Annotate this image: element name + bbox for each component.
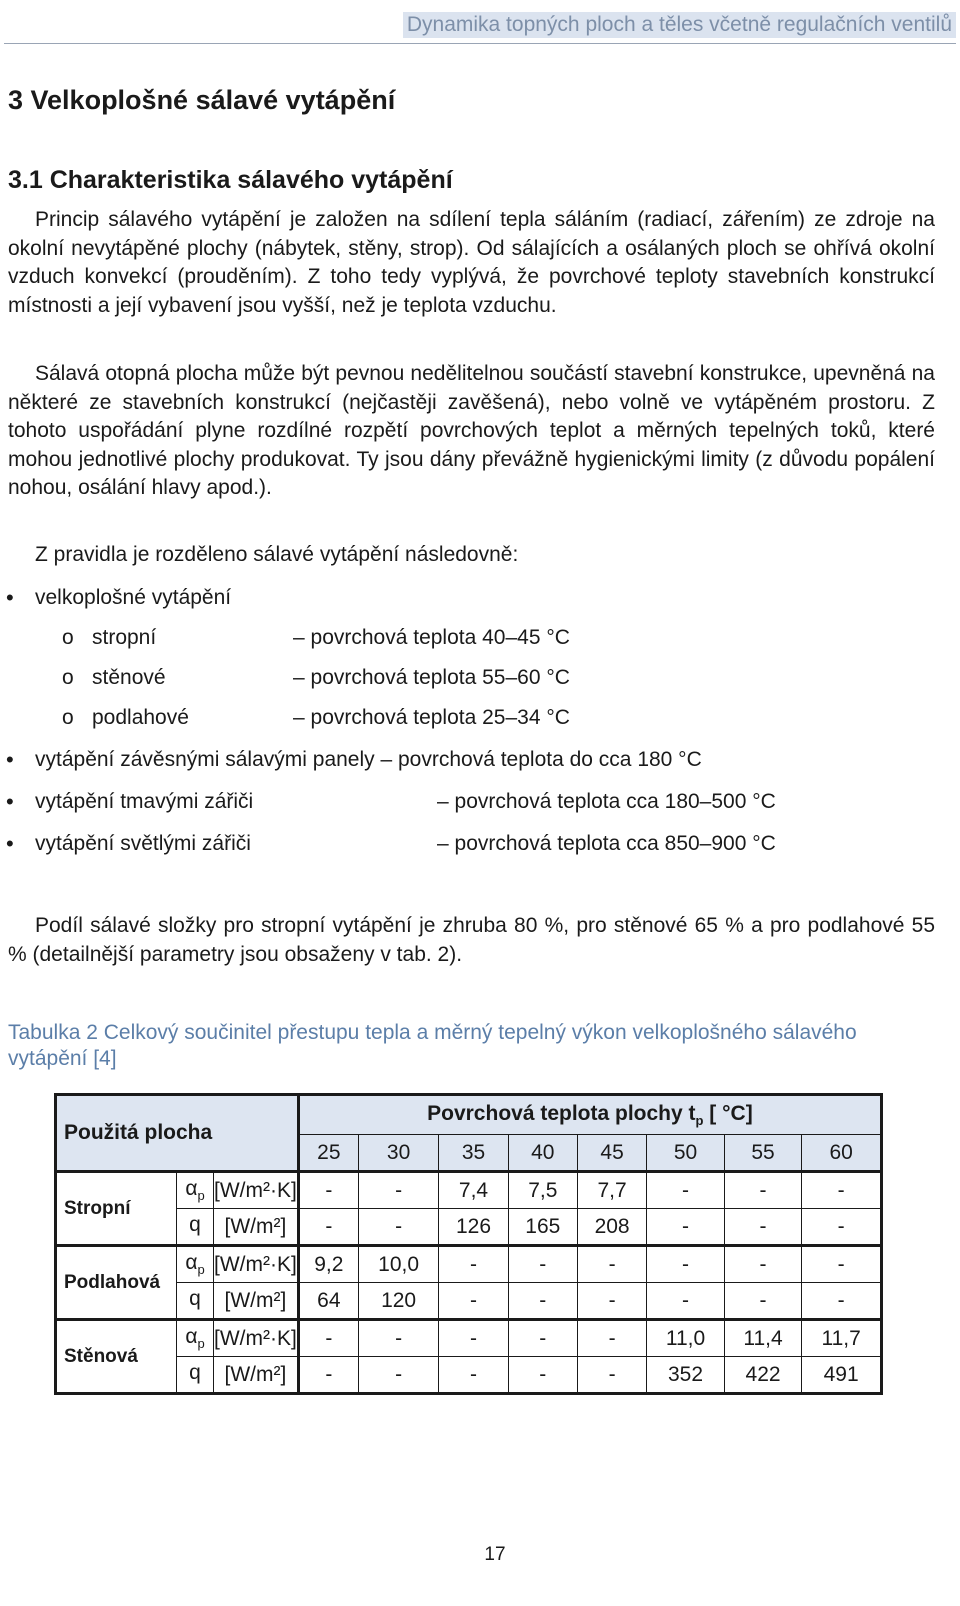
table-cell: -	[439, 1357, 508, 1394]
table-cell: -	[577, 1246, 646, 1283]
paragraph-classification: Z pravidla je rozděleno sálavé vytápění následovně:	[35, 543, 519, 566]
table-cell: -	[724, 1283, 802, 1320]
table-cell: -	[298, 1172, 358, 1209]
table-cell: -	[577, 1357, 646, 1394]
surface-type-label: Stropní	[56, 1172, 177, 1246]
table-caption: Tabulka 2 Celkový součinitel přestupu tepla a měrný tepelný výkon velkoplošného sálavého vytápění [4]	[8, 1021, 857, 1070]
table-cell: -	[802, 1209, 882, 1246]
table-cell: -	[802, 1246, 882, 1283]
table-body	[56, 1172, 882, 1394]
table-cell: -	[577, 1320, 646, 1357]
table-cell: -	[439, 1283, 508, 1320]
quantity-unit: [W/m²·K]	[214, 1246, 299, 1283]
table-cell: 11,4	[724, 1320, 802, 1357]
quantity-symbol: $\alpha_p$	[177, 1246, 214, 1283]
table-cell: 126	[439, 1209, 508, 1246]
temp-col-header: 55	[724, 1135, 802, 1172]
table-row	[56, 1209, 882, 1246]
table-cell: -	[724, 1209, 802, 1246]
sub-item-desc-wall: – povrchová teplota 55–60 °C	[293, 666, 570, 689]
header-rule	[4, 43, 956, 44]
quantity-symbol: q	[177, 1357, 214, 1394]
table-cell: -	[577, 1283, 646, 1320]
table-cell: -	[508, 1357, 577, 1394]
table-cell: 491	[802, 1357, 882, 1394]
page-number: 17	[484, 1544, 506, 1565]
table-cell: -	[802, 1172, 882, 1209]
section-heading: 3.1 Charakteristika sálavého vytápění	[8, 166, 453, 194]
table-cell: -	[298, 1320, 358, 1357]
quantity-unit: [W/m²]	[214, 1209, 299, 1246]
running-header-title: Dynamika topných ploch a těles včetně regulačních ventilů	[403, 12, 956, 38]
list-item-light-emitters-desc: – povrchová teplota cca 850–900 °C	[437, 832, 776, 855]
table-cell: -	[802, 1283, 882, 1320]
paragraph-principle: Princip sálavého vytápění je založen na sdílení tepla sáláním (radiací, zářením) ze zdroje na okolní nevytápěné plochy (nábytek, stěny, strop). Od sálajících a osálaných ploch se ohřívá okolní vzduch konvekcí (prouděním). Z toho tedy vyplývá, že povrchové teploty stavebních konstrukcí místnosti a její vybavení jsou vyšší, než je teplota vzduchu.	[8, 208, 935, 317]
heat-transfer-table	[54, 1093, 883, 1395]
table-row	[56, 1283, 882, 1320]
sub-item-desc-ceiling: – povrchová teplota 40–45 °C	[293, 626, 570, 649]
list-bullet: •	[6, 789, 14, 814]
table-cell: -	[358, 1357, 439, 1394]
temp-col-header: 30	[358, 1135, 439, 1172]
table-header-surface-temperature: Povrchová teplota plochy $t_p$ [ °C]	[298, 1095, 881, 1135]
table-cell: 11,0	[647, 1320, 725, 1357]
temp-col-header: 60	[802, 1135, 882, 1172]
quantity-symbol: $\alpha_p$	[177, 1320, 214, 1357]
quantity-unit: [W/m²·K]	[214, 1172, 299, 1209]
sub-item-desc-floor: – povrchová teplota 25–34 °C	[293, 706, 570, 729]
table-row	[56, 1320, 882, 1357]
table-cell: -	[358, 1209, 439, 1246]
sub-item-name-floor: podlahové	[92, 706, 189, 729]
sub-list-bullet: o	[62, 706, 74, 729]
table-cell: 208	[577, 1209, 646, 1246]
table-cell: -	[647, 1246, 725, 1283]
table-cell: -	[298, 1209, 358, 1246]
table-header-used-surface: Použitá plocha	[56, 1095, 299, 1172]
sub-item-name-wall: stěnové	[92, 666, 166, 689]
table-row	[56, 1246, 882, 1283]
list-item-dark-emitters: vytápění tmavými zářiči	[35, 790, 254, 813]
table-cell: -	[508, 1283, 577, 1320]
list-item-light-emitters: vytápění světlými zářiči	[35, 832, 251, 855]
running-header	[0, 0, 960, 44]
table-cell: -	[508, 1320, 577, 1357]
table-cell: -	[439, 1246, 508, 1283]
table-cell: -	[724, 1172, 802, 1209]
surface-type-label: Stěnová	[56, 1320, 177, 1394]
quantity-unit: [W/m²·K]	[214, 1320, 299, 1357]
table-cell: 64	[298, 1283, 358, 1320]
quantity-symbol: q	[177, 1283, 214, 1320]
table-cell: -	[508, 1246, 577, 1283]
table-cell: -	[724, 1246, 802, 1283]
table-cell: -	[647, 1209, 725, 1246]
table-cell: -	[439, 1320, 508, 1357]
quantity-unit: [W/m²]	[214, 1283, 299, 1320]
table-cell: 7,7	[577, 1172, 646, 1209]
temp-col-header: 35	[439, 1135, 508, 1172]
table-cell: -	[298, 1357, 358, 1394]
table-row	[56, 1172, 882, 1209]
table-cell: 422	[724, 1357, 802, 1394]
temp-col-header: 25	[298, 1135, 358, 1172]
quantity-unit: [W/m²]	[214, 1357, 299, 1394]
table-cell: -	[647, 1283, 725, 1320]
quantity-symbol: q	[177, 1209, 214, 1246]
temp-col-header: 45	[577, 1135, 646, 1172]
paragraph-radiant-share: Podíl sálavé složky pro stropní vytápění je zhruba 80 %, pro stěnové 65 % a pro podlahové 55 % (detailnější parametry jsou obsaženy v tab. 2).	[8, 914, 935, 966]
temp-col-header: 50	[647, 1135, 725, 1172]
table-cell: 9,2	[298, 1246, 358, 1283]
table-cell: -	[647, 1172, 725, 1209]
sub-list-bullet: o	[62, 626, 74, 649]
surface-type-label: Podlahová	[56, 1246, 177, 1320]
sub-item-name-ceiling: stropní	[92, 626, 157, 649]
quantity-symbol: $\alpha_p$	[177, 1172, 214, 1209]
list-item-large-surface: velkoplošné vytápění	[35, 586, 232, 609]
list-item-suspended-panels: vytápění závěsnými sálavými panely – povrchová teplota do cca 180 °C	[35, 748, 702, 771]
table-row	[56, 1357, 882, 1394]
table-cell: 7,4	[439, 1172, 508, 1209]
table-cell: 352	[647, 1357, 725, 1394]
paragraph-radiant-surface: Sálavá otopná plocha může být pevnou nedělitelnou součástí stavební konstrukce, upevněná na některé ze stavebních konstrukcí (nejčastěji zavěšená), nebo volně ve vytápěném prostoru. Z tohoto uspořádání plyne rozdílné rozpětí povrchových teplot a měrných tepelných toků, které mohou jednotlivé plochy produkovat. Ty jsou dány převážně hygienickými limity (z důvodu popálení nohou, osálání hlavy apod.).	[8, 362, 935, 500]
list-bullet: •	[6, 831, 14, 856]
chapter-heading: 3 Velkoplošné sálavé vytápění	[8, 85, 396, 115]
table-cell: 10,0	[358, 1246, 439, 1283]
table-cell: 120	[358, 1283, 439, 1320]
list-bullet: •	[6, 747, 14, 772]
table-cell: -	[358, 1320, 439, 1357]
table-cell: 165	[508, 1209, 577, 1246]
table-cell: 11,7	[802, 1320, 882, 1357]
list-bullet: •	[6, 585, 14, 610]
sub-list-bullet: o	[62, 666, 74, 689]
list-item-dark-emitters-desc: – povrchová teplota cca 180–500 °C	[437, 790, 776, 813]
temp-col-header: 40	[508, 1135, 577, 1172]
table-cell: -	[358, 1172, 439, 1209]
table-cell: 7,5	[508, 1172, 577, 1209]
